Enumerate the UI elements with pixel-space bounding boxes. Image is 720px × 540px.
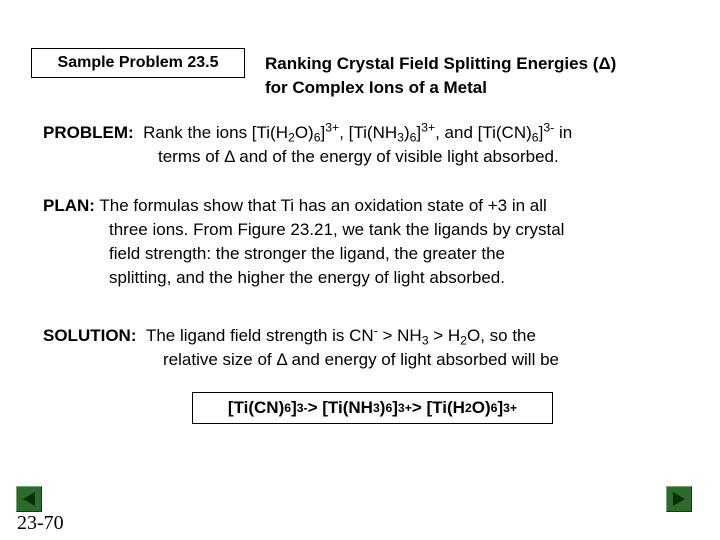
answer-text: ] bbox=[497, 398, 504, 417]
subscript: 6 bbox=[409, 130, 417, 145]
problem-text: ] bbox=[538, 123, 544, 142]
superscript: - bbox=[373, 323, 378, 338]
problem-text: ] bbox=[416, 123, 422, 142]
superscript: 3+ bbox=[325, 120, 340, 135]
answer-text: > [Ti(NH bbox=[307, 398, 373, 417]
problem-text: , [Ti(NH bbox=[339, 123, 398, 142]
solution-line-1 bbox=[43, 324, 713, 348]
subscript: 6 bbox=[531, 130, 539, 145]
plan-line-3: field strength: the stronger the ligand, the greater the bbox=[109, 244, 505, 263]
plan-label: PLAN: bbox=[43, 196, 95, 215]
problem-text: ] bbox=[320, 123, 326, 142]
answer-text: > [Ti(H bbox=[411, 398, 465, 417]
solution-text: The ligand field strength is CN bbox=[145, 326, 374, 345]
title-line-1: Ranking Crystal Field Splitting Energies (Δ) bbox=[265, 54, 617, 73]
superscript: 3- bbox=[543, 120, 555, 135]
subscript: 2 bbox=[460, 333, 467, 348]
plan-line-2: three ions. From Figure 23.21, we tank the ligands by crystal bbox=[109, 220, 565, 239]
title-line-2: for Complex Ions of a Metal bbox=[265, 78, 487, 97]
next-slide-button[interactable] bbox=[666, 486, 692, 512]
solution-text: > NH bbox=[377, 326, 422, 345]
solution-label: SOLUTION: bbox=[43, 326, 137, 345]
problem-text: O) bbox=[294, 123, 314, 142]
plan-line-1 bbox=[43, 194, 713, 218]
answer-text: ) bbox=[379, 398, 386, 417]
plan-line-4: splitting, and the higher the energy of light absorbed. bbox=[109, 268, 505, 287]
problem-line-2: terms of Δ and of the energy of visible light absorbed. bbox=[158, 147, 559, 166]
slide-title bbox=[265, 52, 705, 100]
solution-line-2: relative size of Δ and energy of light absorbed will be bbox=[163, 350, 559, 369]
subscript: 3 bbox=[421, 333, 429, 348]
triangle-right-icon bbox=[672, 491, 686, 507]
answer-box: [Ti(CN) 6 ] 3- > [Ti(NH 3 ) 6 ] 3+ > [Ti(H 2 O) 6 ] 3+ bbox=[192, 392, 553, 424]
problem-line-1 bbox=[43, 121, 713, 145]
problem-text: ) bbox=[403, 123, 410, 142]
solution-text: O, so the bbox=[466, 326, 536, 345]
superscript: 3+ bbox=[421, 120, 436, 135]
problem-text: Rank the ions [Ti(H bbox=[143, 123, 288, 142]
problem-text: , and [Ti(CN) bbox=[435, 123, 532, 142]
solution-text: > H bbox=[428, 326, 461, 345]
plan-text: The formulas show that Ti has an oxidation state of +3 in all bbox=[99, 196, 547, 215]
answer-text: ] bbox=[392, 398, 398, 417]
problem-text: in bbox=[554, 123, 573, 142]
triangle-left-icon bbox=[22, 491, 36, 507]
subscript: 6 bbox=[313, 130, 321, 145]
problem-label: PROBLEM: bbox=[43, 123, 134, 142]
answer-text: O) bbox=[471, 398, 491, 417]
subscript: 2 bbox=[288, 130, 295, 145]
sample-problem-label bbox=[31, 48, 245, 78]
subscript: 3 bbox=[397, 130, 404, 145]
previous-slide-button[interactable] bbox=[16, 486, 42, 512]
answer-text: [Ti(CN) bbox=[227, 398, 285, 417]
sample-problem-text: Sample Problem 23.5 bbox=[57, 54, 219, 71]
page-number: 23-70 bbox=[17, 512, 64, 534]
answer-text: ] bbox=[291, 398, 297, 417]
